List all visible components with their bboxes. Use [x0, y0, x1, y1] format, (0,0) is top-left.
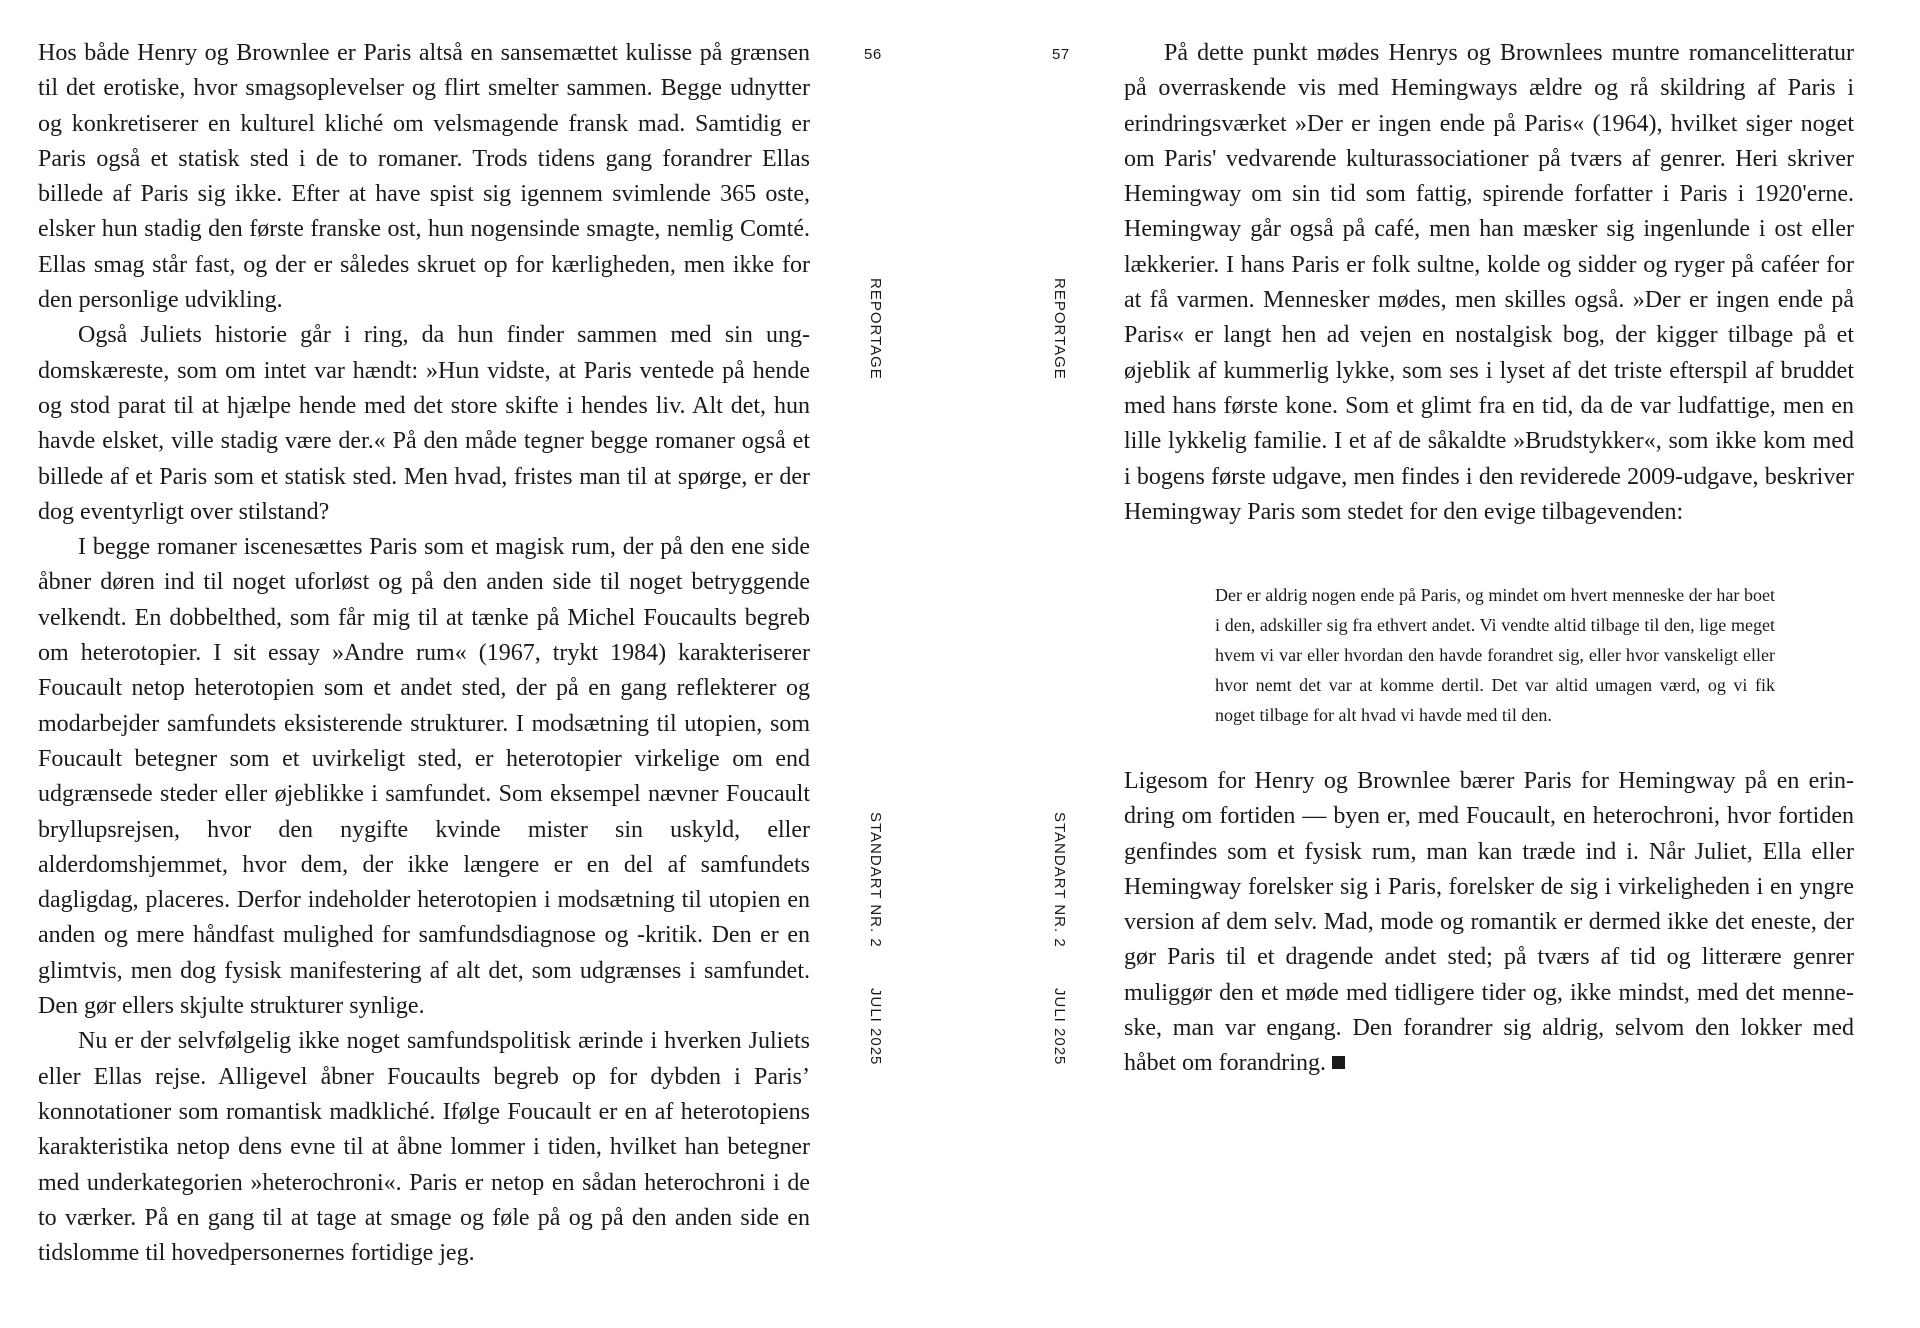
block-quote: Der er aldrig nogen ende på Paris, og mindet om hvert menneske der har boet i den, adskiller sig fra ethvert andet. Vi vendte altid tilbage til den, lige meget hvem vi var eller hvordan den havde forandret sig, eller hvor vanskeligt eller hvor nemt det var at komme dertil. Det var altid umagen værd, og vi fik noget tilbage for alt hvad vi havde med til den. [1215, 585, 1775, 725]
body-paragraph: I begge romaner iscenesættes Paris som et magisk rum, der på den ene side åbner døren ind til noget uforløst og på den anden side til noget betryggende velkendt. En dobbelthed, som får mig til at tænke på Michel Foucaults begreb om heterotopier. I sit essay »Andre rum« (1967, trykt 1984) karakteriserer Foucault netop heterotopien som et andet sted, der på en gang reflekterer og modarbejder samfundets eksisterende strukturer. I modsætning til utopien, som Foucault betegner som et uvirkeligt sted, er heterotopier virkelige om end udgrænsede steder eller øjeblikke i samfundet. Som eksempel nævner Foucault bryllupsrejsen, hvor den nygifte kvinde mister sin uskyld, eller alderdomshjemmet, hvor dem, der ikke længere er en del af samfundets dagligdag, placeres. Derfor indeholder heterotopien i modsætning til utopien en anden og mere håndfast mulighed for samfundsdiagnose og -kritik. Den er en glimtvis, men dog fysisk manifestering af alt det, som udgrænses i samfundet. Den gør ellers skjulte strukturer synlige. [38, 534, 810, 1020]
right-page-body-top [1124, 36, 1854, 530]
body-paragraph: Nu er der selvfølgelig ikke noget samfundspolitisk ærinde i hverken Juliets eller Ellas rejse. Alligevel åbner Foucaults begreb op for dybden i Paris’ konnotationer som romantisk madkliché. Ifølge Foucault er en af heterotopiens karakteristika netop dens evne til at åbne lommer i tiden, hvilket han betegner med underkategorien »heterochroni«. Paris er netop en sådan heterochroni i de to værker. På en gang til at tage at smage og føle på og på den anden side en tidslomme til hovedpersonernes fortidige jeg. [38, 1028, 810, 1267]
section-label: REPORTAGE [867, 278, 884, 380]
body-paragraph [1124, 764, 1854, 1082]
body-paragraph: Også Juliets historie går i ring, da hun finder sammen med sin ungdomskæreste, som om intet var hændt: »Hun vidste, at Paris ventede på hende og stod parat til at hjælpe hende med det store skifte i hendes liv. Alt det, hun havde elsket, ville stadig være der.« På den måde tegner begge romaner også et billede af et Paris som et statisk sted. Men hvad, fristes man til at spørge, er der dog eventyrligt over stilstand? [38, 322, 810, 525]
right-page [960, 0, 1920, 1328]
date-label: JULI 2025 [867, 988, 884, 1066]
body-paragraph: På dette punkt mødes Henrys og Brownlees muntre romancelitteratur på overraskende vis med Hemingways ældre og rå skildring af Paris i erindringsværket »Der er ingen ende på Paris« (1964), hvilket siger noget om Paris' vedvarende kulturassociationer på tværs af genrer. Heri skriver Hemingway om sin tid som fattig, spirende forfatter i Paris i 1920'erne. Hemingway går også på café, men han mæsker sig ingenlunde i ost eller lækkerier. I hans Paris er folk sultne, kolde og sidder og ryger på caféer for at få varmen. Mennesker mødes, men skilles også. »Der er ingen ende på Paris« er langt hen ad vejen en nostalgisk bog, der kigger tilbage på et øjeblik af kummerlig lykke, som ses i lyset af det triste efterspil af bruddet med hans første kone. Som et glimt fra en tid, da de var ludfattige, men en lille lykkelig familie. I et af de såkaldte »Brudstykker«, som ikke kom med i bogens første udgave, men findes i den reviderede 2009-udgave, beskriver Hemingway Paris som stedet for den evige tilbagevenden: [1124, 40, 1854, 525]
end-mark-icon [1332, 1056, 1345, 1069]
page-number: 56 [864, 46, 882, 63]
body-paragraph: Hos både Henry og Brownlee er Paris altså en sansemættet kulisse på grænsen til det erotiske, hvor smagsoplevelser og flirt smelter sammen. Begge udnytter og konkretiserer en kulturel kliché om velsmagende fransk mad. Samtidig er Paris også et statisk sted i de to romaner. Trods tidens gang forandrer Ellas billede af Paris sig ikke. Efter at have spist sig igennem svimlende 365 oste, elsker hun stadig den første franske ost, hun nogensinde smagte, nemlig Comté. Ellas smag står fast, og der er således skruet op for kærligheden, men ikke for den personlige udvikling. [38, 40, 810, 314]
date-label: JULI 2025 [1051, 988, 1068, 1066]
left-page-body [38, 36, 810, 1271]
right-page-body-bottom [1124, 764, 1854, 1082]
section-label: REPORTAGE [1051, 278, 1068, 380]
closing-paragraph-text: Ligesom for Henry og Brownlee bærer Paris for Hemingway på en erindring om fortiden — byen er, med Foucault, en heterochroni, hvor fortiden genfindes som et fysisk rum, man kan træde ind i. Når Juliet, Ella eller Hemingway forelsker sig i Paris, forelsker de sig i virkeligheden i en yngre version af dem selv. Mad, mode og romantik er dermed ikke det eneste, der gør Paris til et dragende andet sted; på tværs af tid og litterære genrer muliggør den et møde med tidligere tider og, ikke mindst, med det menneske, man var engang. Den forandrer sig aldrig, selvom den lokker med håbet om forandring. [1124, 768, 1854, 1077]
issue-label: STANDART NR. 2 [867, 812, 884, 948]
issue-label: STANDART NR. 2 [1051, 812, 1068, 948]
page-number: 57 [1052, 46, 1070, 63]
